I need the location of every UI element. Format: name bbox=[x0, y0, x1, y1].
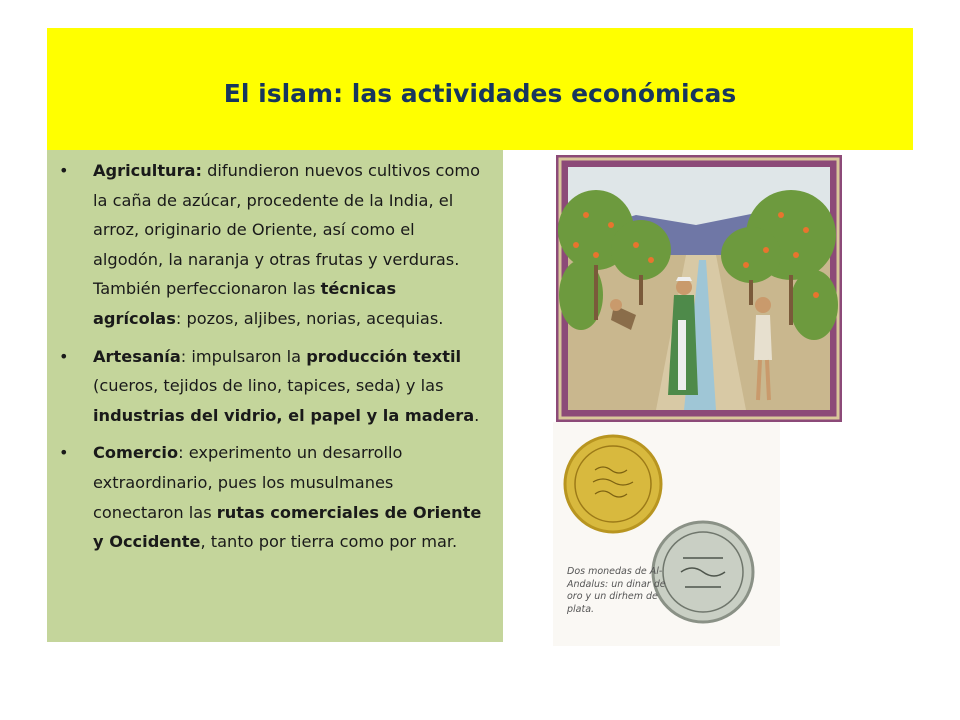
bullet-label: Artesanía bbox=[93, 346, 181, 366]
bullet-label: Comercio bbox=[93, 443, 179, 463]
bullet-icon: • bbox=[59, 346, 69, 366]
bullet-comercio: • Comercio: experimento un desarrollo extraordinario, pues los musulmanes conectaron las rutas comerciales de Oriente y Occidente, tanto por tierra como por mar. bbox=[47, 438, 487, 556]
bullet-list bbox=[47, 156, 487, 565]
title-bar bbox=[47, 28, 913, 150]
bullet-agricultura: • Agricultura: difundieron nuevos cultivos como la caña de azúcar, procedente de la India, el arroz, originario de Oriente, así como el algodón, la naranja y otras frutas y verduras. También perfeccionaron las técnicas agrícolas: pozos, aljibes, norias, acequias. bbox=[47, 156, 487, 334]
bullet-label: Agricultura: bbox=[93, 161, 202, 180]
bullet-artesania: • Artesanía: impulsaron la producción textil (cueros, tejidos de lino, tapices, seda) y las industrias del vidrio, el papel y la madera. bbox=[47, 342, 487, 431]
coins-caption: Dos monedas de Al-Andalus: un dinar de oro y un dirhem de plata. bbox=[567, 566, 666, 615]
farm-illustration bbox=[556, 155, 842, 422]
bullet-icon: • bbox=[59, 161, 69, 180]
bullet-icon: • bbox=[59, 443, 69, 463]
slide-title: El islam: las actividades económicas bbox=[223, 78, 737, 108]
coins-illustration bbox=[553, 422, 780, 646]
